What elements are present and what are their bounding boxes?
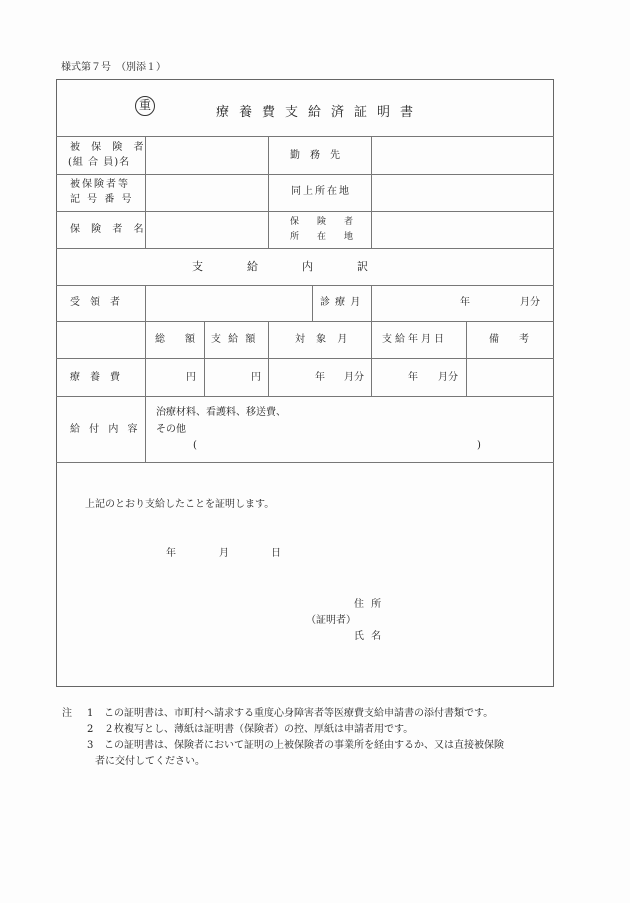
insurer-address-label-2: 所 在 地	[290, 232, 354, 242]
page-title: 療養費支給済証明書	[216, 105, 424, 120]
target-month-unit[interactable]: 月分	[344, 372, 364, 383]
address-label: 住 所	[354, 599, 384, 610]
treatment-month-unit[interactable]: 月分	[520, 297, 540, 308]
note-text: ２枚複写とし、薄紙は証明書（保険者）の控、厚紙は申請者用です。	[104, 724, 414, 735]
note-number: 2	[87, 724, 94, 735]
total-unit[interactable]: 円	[186, 372, 196, 383]
address-field[interactable]	[385, 596, 545, 612]
workplace-field[interactable]	[372, 137, 553, 173]
column-remarks: 備 考	[489, 334, 529, 345]
benefit-line-2: その他	[156, 424, 186, 435]
divider	[371, 321, 372, 396]
column-paid: 支 給 額	[211, 334, 258, 345]
note-number: 1	[87, 708, 94, 719]
insurer-name-field[interactable]	[146, 212, 267, 247]
column-total: 総 額	[155, 334, 195, 345]
paren-close: )	[477, 440, 481, 451]
insured-name-field[interactable]	[146, 137, 267, 173]
certification-statement: 上記のとおり支給したことを証明します。	[85, 499, 275, 510]
insured-name-label-2: (組 合 員)名	[68, 157, 131, 168]
paid-date-year[interactable]: 年	[408, 372, 418, 383]
same-address-label: 同上所在地	[291, 186, 351, 197]
date-month[interactable]: 月	[219, 548, 229, 559]
date-year[interactable]: 年	[166, 548, 176, 559]
name-field[interactable]	[385, 628, 545, 644]
note-number: 3	[87, 740, 94, 751]
divider	[268, 136, 269, 248]
insured-code-label: 被保険者等	[70, 179, 130, 190]
benefit-line-1: 治療材料、看護料、移送費、	[156, 407, 286, 418]
target-year[interactable]: 年	[315, 372, 325, 383]
column-paid-date: 支給年月日	[382, 334, 447, 345]
remarks-field[interactable]	[467, 359, 553, 395]
name-label: 氏 名	[354, 631, 384, 642]
insurer-address-label: 保 険 者	[290, 217, 354, 227]
divider	[56, 462, 554, 463]
paid-unit[interactable]: 円	[251, 372, 261, 383]
divider	[56, 321, 554, 322]
insured-name-label: 被 保 険 者	[70, 142, 148, 153]
other-benefit-field[interactable]	[200, 438, 475, 452]
insured-code-field[interactable]	[146, 175, 267, 210]
treatment-month-year[interactable]: 年	[460, 297, 470, 308]
divider	[312, 285, 313, 321]
insurer-address-field[interactable]	[372, 212, 553, 247]
section-title: 支 給 内 訳	[192, 260, 368, 273]
expense-label: 療 養 費	[70, 372, 120, 383]
stamp-icon: 重	[135, 96, 155, 116]
recipient-field[interactable]	[146, 286, 311, 320]
divider	[56, 248, 554, 249]
certifier-label: （証明者）	[306, 615, 356, 626]
divider	[204, 321, 205, 396]
column-target-month: 対 象 月	[295, 334, 352, 345]
recipient-label: 受 領 者	[70, 297, 120, 308]
divider	[268, 321, 269, 396]
note-text-continued: 者に交付してください。	[95, 756, 205, 767]
benefit-label: 給 付 内 容	[70, 424, 141, 435]
workplace-label: 勤 務 先	[290, 150, 340, 161]
same-address-field[interactable]	[372, 175, 553, 210]
note-text: この証明書は、保険者において証明の上被保険者の事業所を経由するか、又は直接被保険	[104, 740, 504, 751]
date-day[interactable]: 日	[271, 548, 281, 559]
insurer-name-label: 保 険 者 名	[70, 224, 148, 235]
notes-prefix: 注	[62, 708, 72, 719]
paid-date-month-unit[interactable]: 月分	[438, 372, 458, 383]
note-text: この証明書は、市町村へ請求する重度心身障害者等医療費支給申請書の添付書類です。	[104, 708, 494, 719]
paren-open: (	[193, 440, 197, 451]
divider	[56, 396, 554, 397]
form-number: 様式第７号 （別添１）	[61, 62, 166, 73]
treatment-month-label: 診 療 月	[320, 297, 362, 308]
insured-code-label-2: 記 号 番 号	[70, 194, 134, 205]
